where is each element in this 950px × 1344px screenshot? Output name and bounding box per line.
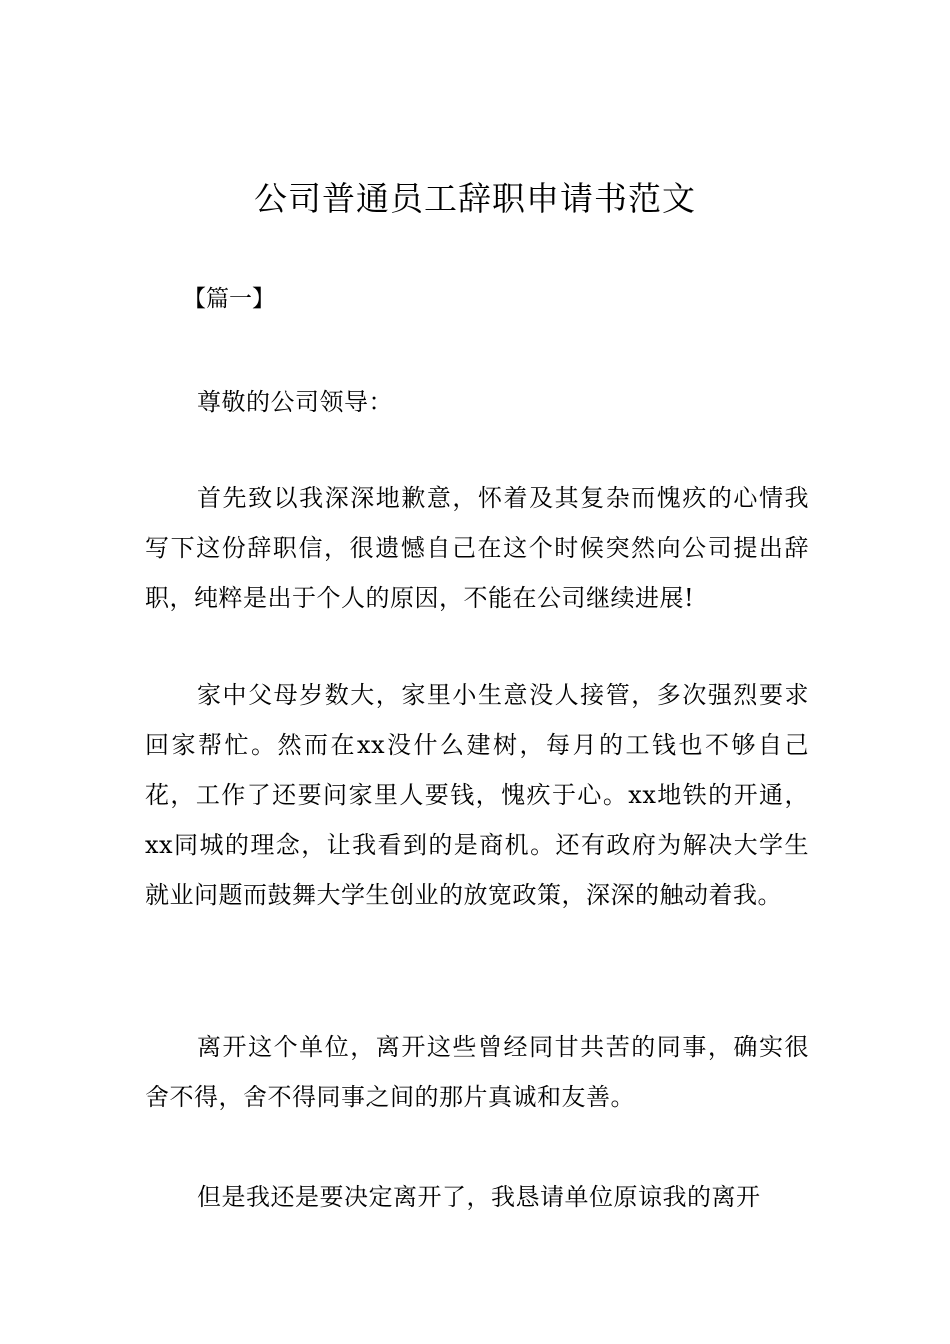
body-paragraph-3: 离开这个单位，离开这些曾经同甘共苦的同事，确实很舍不得，舍不得同事之间的那片真诚和友善。 — [145, 1033, 809, 1111]
body-paragraph-4: 但是我还是要决定离开了，我恳请单位原谅我的离开 — [197, 1183, 761, 1211]
salutation: 尊敬的公司领导： — [197, 388, 393, 416]
body-paragraph-2: 家中父母岁数大，家里小生意没人接管，多次强烈要求回家帮忙。然而在xx没什么建树，每月的工钱也不够自己花，工作了还要问家里人要钱，愧疚于心。xx地铁的开通，xx同城的理念，让我看到的是商机。还有政府为解决大学生就业问题而鼓舞大学生创业的放宽政策，深深的触动着我。 — [145, 681, 809, 909]
body-paragraph-1: 首先致以我深深地歉意，怀着及其复杂而愧疚的心情我写下这份辞职信，很遗憾自己在这个时候突然向公司提出辞职，纯粹是出于个人的原因，不能在公司继续进展! — [145, 484, 809, 612]
document-title: 公司普通员工辞职申请书范文 — [254, 179, 696, 218]
section-label: 【篇一】 — [183, 286, 275, 312]
